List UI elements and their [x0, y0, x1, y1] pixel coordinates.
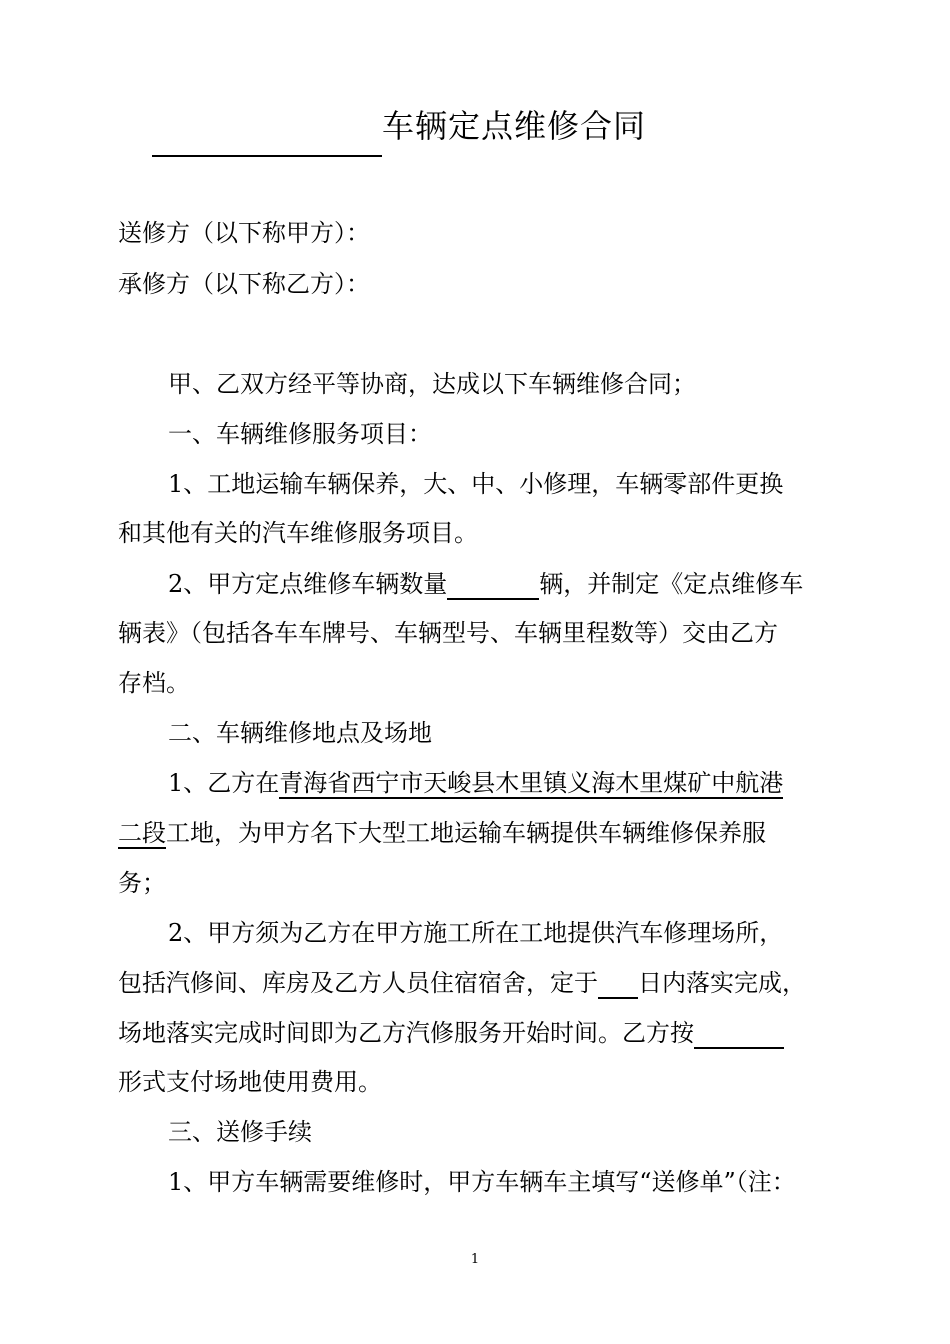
section-2-item-2-line-3: [118, 1017, 784, 1049]
document-title: 车辆定点维修合同: [382, 107, 647, 145]
section-3-item-1-line-1: 1、甲方车辆需要维修时，甲方车辆车主填写“送修单”（注：: [168, 1168, 796, 1196]
days-label: 包括汽修间、库房及乙方人员住宿宿舍，定于: [118, 969, 598, 997]
payment-label: 场地落实完成时间即为乙方汽修服务开始时间。乙方按: [118, 1019, 694, 1047]
section-2-heading: 二、车辆维修地点及场地: [168, 719, 432, 747]
vehicle-count-label: 2、甲方定点维修车辆数量: [168, 570, 448, 598]
section-2-item-2-line-1: 2、甲方须为乙方在甲方施工所在工地提供汽车修理场所，: [168, 919, 784, 947]
section-1-heading: 一、车辆维修服务项目：: [168, 420, 432, 448]
section-1-item-2-line-1: [168, 568, 803, 600]
section-2-item-2-line-2: [118, 967, 806, 999]
section-1-item-2-line-3: 存档。: [118, 669, 190, 697]
section-2-item-2-line-4: 形式支付场地使用费用。: [118, 1068, 382, 1096]
location-rest: 工地，为甲方名下大型工地运输车辆提供车辆维修保养服: [166, 819, 766, 847]
section-1-item-2-line-2: 辆表》（包括各车车牌号、车辆型号、车辆里程数等）交由乙方: [118, 619, 778, 647]
section-2-item-1-line-3: 务；: [118, 869, 166, 897]
location-label: 1、乙方在: [168, 769, 280, 797]
vehicle-count-blank: [447, 570, 539, 600]
location-underlined: 青海省西宁市天峻县木里镇义海木里煤矿中航港: [279, 769, 784, 797]
section-1-item-1-line-2: 和其他有关的汽车维修服务项目。: [118, 519, 478, 547]
vehicle-count-suffix: 辆，并制定《定点维修车: [539, 570, 804, 598]
payment-form-blank: [694, 1019, 784, 1049]
days-blank: [598, 969, 638, 999]
title-underline: [152, 155, 382, 157]
section-3-heading: 三、送修手续: [168, 1118, 312, 1146]
intro-paragraph: 甲、乙双方经平等协商，达成以下车辆维修合同；: [168, 370, 696, 398]
section-2-item-1-line-2: [118, 817, 766, 849]
section-2-item-1-line-1: [168, 767, 783, 799]
party-a-line: 送修方（以下称甲方）：: [118, 219, 370, 247]
location-underlined-cont: 二段: [118, 819, 166, 847]
page-number: 1: [470, 1252, 480, 1267]
days-suffix: 日内落实完成，: [638, 969, 806, 997]
section-1-item-1-line-1: 1、工地运输车辆保养，大、中、小修理，车辆零部件更换: [168, 470, 784, 498]
party-b-line: 承修方（以下称乙方）：: [118, 270, 370, 298]
